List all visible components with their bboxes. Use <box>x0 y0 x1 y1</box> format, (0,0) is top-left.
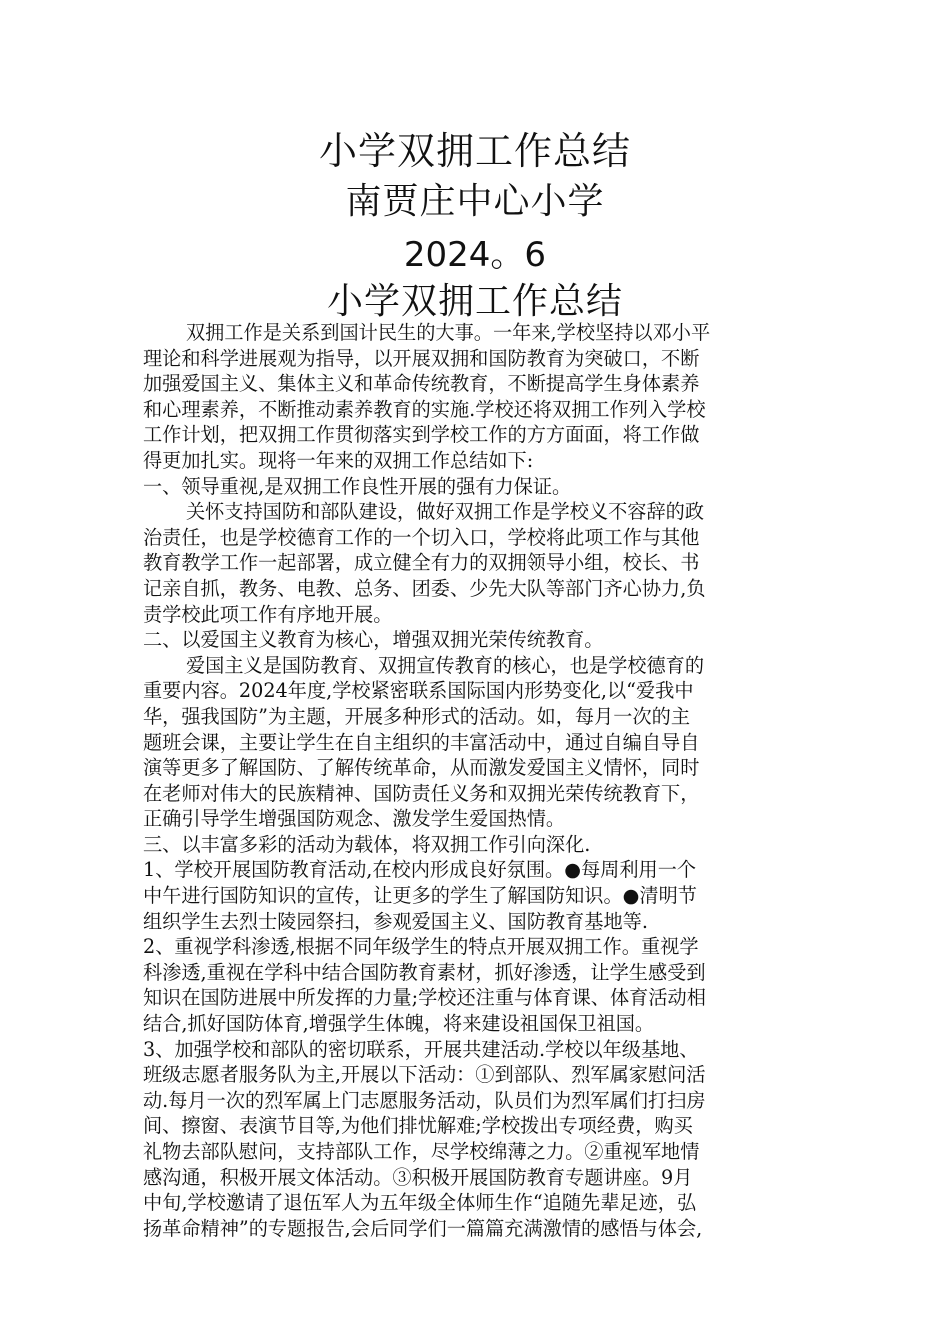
paragraph-line: 正确引导学生增强国防观念、激发学生爱国热情。 <box>143 807 566 831</box>
paragraph-line: 班级志愿者服务队为主,开展以下活动：①到部队、烈军属家慰问活 <box>143 1063 706 1087</box>
school-name: 南贾庄中心小学 <box>345 181 605 222</box>
section-heading-3: 三、以丰富多彩的活动为载体，将双拥工作引向深化. <box>143 832 591 856</box>
list-item: 1、学校开展国防教育活动,在校内形成良好氛围。●每周利用一个 <box>143 858 697 882</box>
paragraph-line: 感沟通，积极开展文体活动。③积极开展国防教育专题讲座。9月 <box>143 1165 693 1189</box>
document-title: 小学双拥工作总结 <box>318 129 631 173</box>
paragraph-line: 加强爱国主义、集体主义和革命传统教育，不断提高学生身体素养 <box>143 372 700 396</box>
paragraph-line: 工作计划，把双拥工作贯彻落实到学校工作的方方面面，将工作做 <box>143 423 700 447</box>
paragraph-line: 动.每月一次的烈军属上门志愿服务活动，队员们为烈军属们打扫房 <box>143 1088 706 1112</box>
paragraph-line: 演等更多了解国防、了解传统革命，从而激发爱国主义情怀，同时 <box>143 756 700 780</box>
paragraph-line: 得更加扎实。现将一年来的双拥工作总结如下: <box>143 448 534 472</box>
paragraph-line: 中午进行国防知识的宣传，让更多的学生了解国防知识。●清明节 <box>143 884 697 908</box>
body-text <box>143 320 813 1241</box>
paragraph-line: 在老师对伟大的民族精神、国防责任义务和双拥光荣传统教育下， <box>143 781 700 805</box>
paragraph-line: 中旬,学校邀请了退伍军人为五年级全体师生作“追随先辈足迹，弘 <box>143 1191 697 1215</box>
document-date: 2024。6 <box>403 235 547 275</box>
paragraph-line: 关怀支持国防和部队建设，做好双拥工作是学校义不容辞的政 <box>186 500 705 524</box>
paragraph-line: 理论和科学进展观为指导，以开展双拥和国防教育为突破口，不断 <box>143 346 700 370</box>
paragraph-line: 和心理素养，不断推动素养教育的实施.学校还将双拥工作列入学校 <box>143 397 706 421</box>
paragraph-line: 治责任，也是学校德育工作的一个切入口，学校将此项工作与其他 <box>143 525 700 549</box>
paragraph-line: 间、擦窗、表演节目等,为他们排忧解难;学校拨出专项经费，购买 <box>143 1114 693 1138</box>
paragraph-line: 组织学生去烈士陵园祭扫，参观爱国主义、国防教育基地等. <box>143 909 648 933</box>
list-item: 3、加强学校和部队的密切联系，开展共建活动.学校以年级基地、 <box>143 1037 699 1061</box>
section-heading-1: 一、领导重视,是双拥工作良性开展的强有力保证。 <box>143 474 572 498</box>
paragraph-line: 重要内容。2024年度,学校紧密联系国际国内形势变化,以“爱我中 <box>143 679 694 703</box>
paragraph-line: 扬革命精神”的专题报告,会后同学们一篇篇充满激情的感悟与体会, <box>143 1216 703 1240</box>
paragraph-line: 科渗透,重视在学科中结合国防教育素材，抓好渗透，让学生感受到 <box>143 960 706 984</box>
section-heading-2: 二、以爱国主义教育为核心，增强双拥光荣传统教育。 <box>143 628 604 652</box>
paragraph-line: 爱国主义是国防教育、双拥宣传教育的核心，也是学校德育的 <box>186 653 705 677</box>
paragraph-line: 结合,抓好国防体育,增强学生体魄，将来建设祖国保卫祖国。 <box>143 1012 655 1036</box>
paragraph-line: 题班会课，主要让学生在自主组织的丰富活动中，通过自编自导自 <box>143 730 700 754</box>
section-title: 小学双拥工作总结 <box>326 281 623 322</box>
paragraph-line: 双拥工作是关系到国计民生的大事。一年来,学校坚持以邓小平 <box>186 321 711 344</box>
list-item: 2、重视学科渗透,根据不同年级学生的特点开展双拥工作。重视学 <box>143 935 699 959</box>
paragraph-line: 知识在国防进展中所发挥的力量;学校还注重与体育课、体育活动相 <box>143 986 706 1010</box>
paragraph-line: 教育教学工作一起部署，成立健全有力的双拥领导小组，校长、书 <box>143 551 700 575</box>
paragraph-line: 责学校此项工作有序地开展。 <box>143 602 393 626</box>
paragraph-line: 记亲自抓，教务、电教、总务、团委、少先大队等部门齐心协力,负 <box>143 576 706 600</box>
paragraph-line: 华，强我国防”为主题，开展多种形式的活动。如，每月一次的主 <box>143 704 691 728</box>
paragraph-line: 礼物去部队慰问，支持部队工作，尽学校绵薄之力。②重视军地情 <box>143 1140 700 1163</box>
